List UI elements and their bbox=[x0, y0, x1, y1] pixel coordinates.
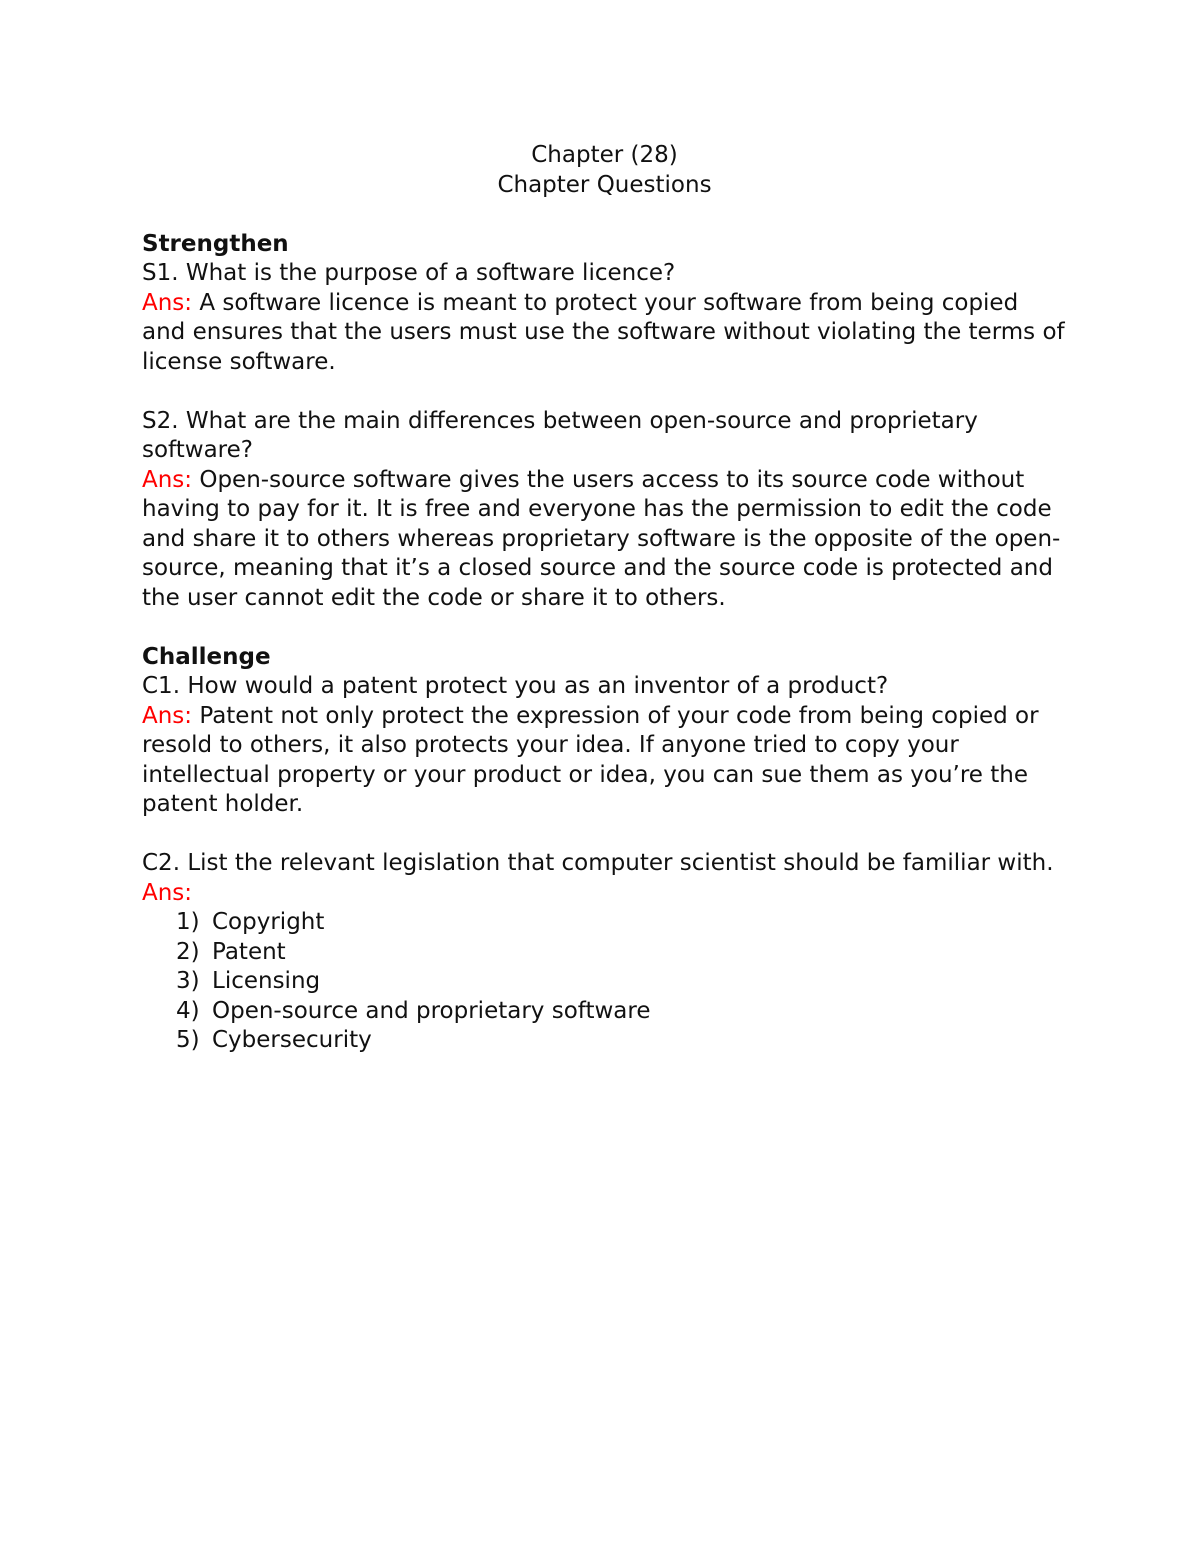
list-item-text: Cybersecurity bbox=[212, 1027, 372, 1053]
ans-label: Ans: bbox=[142, 879, 193, 906]
list-item-number: 3) bbox=[176, 968, 200, 994]
list-item-number: 2) bbox=[176, 938, 200, 965]
list-item-text: Patent bbox=[212, 938, 286, 965]
question-s1: S1. What is the purpose of a software licence? bbox=[142, 260, 676, 286]
answer-text: A software licence is meant to protect your software from being copied and ensures that the users must use the software without violating the terms of license software. bbox=[142, 289, 1065, 375]
section-heading-strengthen: Strengthen bbox=[142, 230, 289, 257]
spacer bbox=[142, 613, 1067, 643]
question-c1: C1. How would a patent protect you as an inventor of a product? bbox=[142, 673, 889, 699]
answer-text: Patent not only protect the expression of your code from being copied or resold to others, it also protects your idea. If anyone tried to copy your intellectual property or your product or idea, you can sue them as you’re the patent holder. bbox=[142, 702, 1039, 817]
spacer bbox=[142, 200, 1067, 230]
document-content bbox=[142, 141, 1067, 1056]
answer-s2 bbox=[142, 466, 1067, 614]
spacer bbox=[142, 820, 1067, 850]
list-item-number: 4) bbox=[176, 997, 200, 1024]
list-item bbox=[142, 997, 1067, 1027]
list-item-number: 5) bbox=[176, 1027, 200, 1053]
list-item-text: Copyright bbox=[212, 909, 325, 935]
chapter-subtitle: Chapter Questions bbox=[497, 171, 712, 198]
list-item bbox=[142, 1026, 1067, 1056]
answer-s1 bbox=[142, 289, 1067, 378]
answer-text: Open-source software gives the users access to its source code without having to pay for it. It is free and everyone has the permission to edit the code and share it to others whereas proprietary software is the opposite of the open-source, meaning that it’s a closed source and the source code is protected and the user cannot edit the code or share it to others. bbox=[142, 466, 1061, 611]
chapter-title: Chapter (28) bbox=[531, 142, 678, 168]
answer-c1 bbox=[142, 702, 1067, 820]
question-c2: C2. List the relevant legislation that computer scientist should be familiar with. bbox=[142, 850, 1054, 876]
answer-c2 bbox=[142, 879, 1067, 909]
list-item bbox=[142, 967, 1067, 997]
question-s2: S2. What are the main differences between open-source and proprietary software? bbox=[142, 407, 978, 463]
list-item bbox=[142, 938, 1067, 968]
legislation-list bbox=[142, 908, 1067, 1056]
ans-label: Ans: bbox=[142, 289, 193, 316]
section-heading-challenge: Challenge bbox=[142, 643, 271, 670]
list-item-text: Open-source and proprietary software bbox=[212, 997, 651, 1024]
ans-label: Ans: bbox=[142, 702, 193, 729]
list-item-text: Licensing bbox=[212, 968, 321, 994]
list-item bbox=[142, 908, 1067, 938]
list-item-number: 1) bbox=[176, 909, 200, 935]
ans-label: Ans: bbox=[142, 466, 193, 493]
spacer bbox=[142, 377, 1067, 407]
